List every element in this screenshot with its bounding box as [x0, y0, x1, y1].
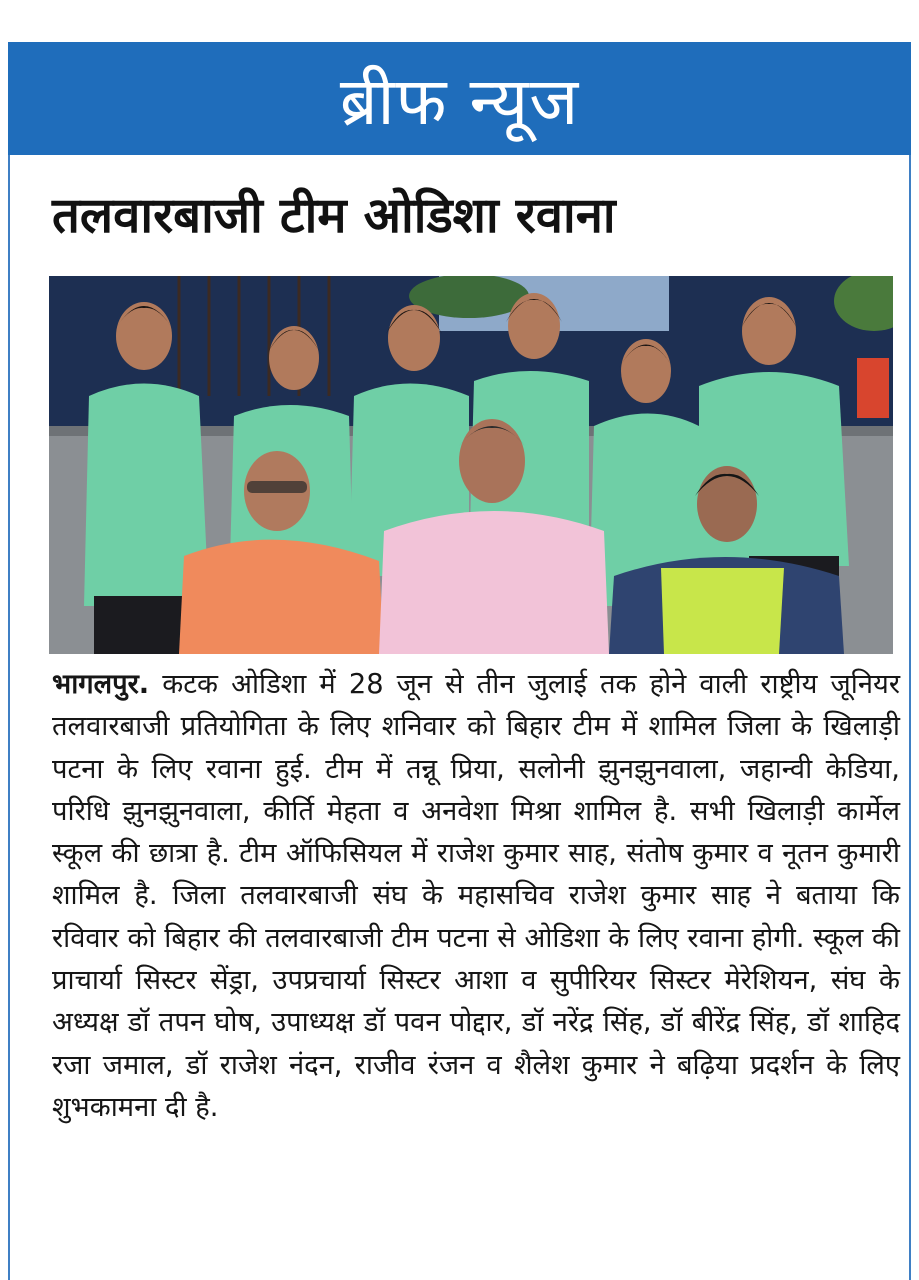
- section-title: ब्रीफ न्यूज: [339, 62, 580, 140]
- article-headline: तलवारबाजी टीम ओडिशा रवाना: [52, 187, 616, 244]
- article-text: कटक ओडिशा में 28 जून से तीन जुलाई तक होने वाली राष्ट्रीय जूनियर तलवारबाजी प्रतियोगिता के लिए शनिवार को बिहार टीम में शामिल जिला के खिलाड़ी पटना के लिए रवाना हुई. टीम में तन्नू प्रिया, सलोनी झुनझुनवाला, जहान्वी केडिया, परिधि झुनझुनवाला, कीर्ति मेहता व अनवेशा मिश्रा शामिल है. सभी खिलाड़ी कार्मेल स्कूल की छात्रा है. टीम ऑफिसियल में राजेश कुमार साह, संतोष कुमार व नूतन कुमारी शामिल है. जिला तलवारबाजी संघ के महासचिव राजेश कुमार साह ने बताया कि रविवार को बिहार की तलवारबाजी टीम पटना से ओडिशा के लिए रवाना होगी. स्कूल की प्राचार्या सिस्टर सेंड्रा, उपप्रचार्या सिस्टर आशा व सुपीरियर सिस्टर मेरेशियन, संघ के अध्यक्ष डॉ तपन घोष, उपाध्यक्ष डॉ पवन पोद्दार, डॉ नरेंद्र सिंह, डॉ बीरेंद्र सिंह, डॉ शाहिद रजा जमाल, डॉ राजेश नंदन, राजीव रंजन व शैलेश कुमार ने बढ़िया प्रदर्शन के लिए शुभकामना दी है.: [52, 669, 900, 1123]
- article-dateline: भागलपुर.: [52, 669, 150, 700]
- team-photo: [49, 276, 893, 654]
- article-body: [52, 664, 900, 1129]
- section-banner: [8, 42, 911, 155]
